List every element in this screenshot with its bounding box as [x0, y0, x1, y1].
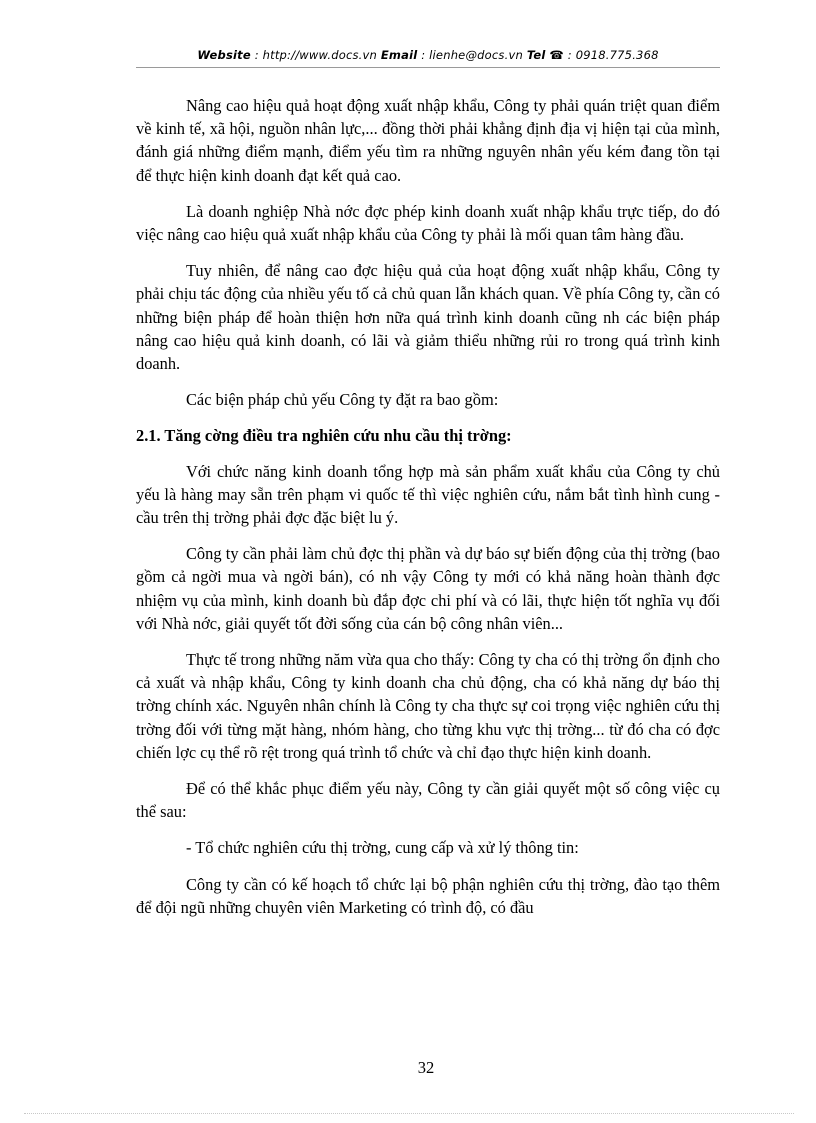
- paragraph: Công ty cần có kế hoạch tổ chức lại bộ phận nghiên cứu thị trờng, đào tạo thêm để đội ngũ những chuyên viên Marketing có trình độ, có đầu: [136, 874, 720, 917]
- phone-icon: ☎: [549, 48, 564, 62]
- page-bottom-border: [24, 1113, 794, 1114]
- page-header: [136, 48, 720, 62]
- paragraph: Tuy nhiên, để nâng cao đợc hiệu quả của hoạt động xuất nhập khẩu, Công ty phải chịu tác động của nhiều yếu tố cả chủ quan lẫn khách quan. Về phía Công ty, cần có những biện pháp để hoàn thiện hơn nữa quá trình kinh doanh cũng nh các biện pháp nâng cao hiệu quả kinh doanh, có lãi và giảm thiểu những rủi ro trong quá trình kinh doanh.: [136, 261, 720, 374]
- paragraph: Thực tế trong những năm vừa qua cho thấy: Công ty cha có thị trờng ổn định cho cả xuất và nhập khẩu, Công ty kinh doanh cha chủ động, cha có khả năng dự báo thị trờng chính xác. Nguyên nhân chính là Công ty cha thực sự coi trọng việc nghiên cứu thị trờng đối với từng mặt hàng, nhóm hàng, cho từng khu vực thị trờng... từ đó cha có đợc chiến lợc cụ thể rõ rệt trong quá trình tổ chức và chỉ đạo thực hiện kinh doanh.: [136, 650, 720, 762]
- document-body: [136, 94, 720, 932]
- website-value: : http://www.docs.vn: [250, 48, 381, 62]
- paragraph: - Tổ chức nghiên cứu thị trờng, cung cấp và xử lý thông tin:: [186, 838, 579, 858]
- paragraph: Các biện pháp chủ yếu Công ty đặt ra bao gồm:: [186, 390, 499, 410]
- page-number: 32: [417, 1058, 435, 1077]
- paragraph: Nâng cao hiệu quả hoạt động xuất nhập khẩu, Công ty phải quán triệt quan điểm về kinh tế, xã hội, nguồn nhân lực,... đồng thời phải khẳng định địa vị hiện tại của mình, đánh giá những điểm mạnh, điểm yếu tìm ra những nguyên nhân yếu kém đang tồn tại để thực hiện kinh doanh đạt kết quả cao.: [136, 96, 720, 185]
- paragraph: Để có thể khắc phục điểm yếu này, Công ty cần giải quyết một số công việc cụ thể sau:: [136, 779, 720, 822]
- paragraph: Công ty cần phải làm chủ đợc thị phần và dự báo sự biến động của thị trờng (bao gồm cả ngời mua và ngời bán), có nh vậy Công ty mới có khả năng hoàn thành đợc nhiệm vụ của mình, kinh doanh bù đắp đợc chi phí và có lãi, thực hiện tốt nghĩa vụ đối với Nhà nớc, giải quyết tốt đời sống của cán bộ công nhân viên...: [136, 544, 720, 633]
- header-divider: [136, 67, 720, 68]
- paragraph: Là doanh nghiệp Nhà nớc đợc phép kinh doanh xuất nhập khẩu trực tiếp, do đó việc nâng cao hiệu quả xuất nhập khẩu của Công ty phải là mối quan tâm hàng đầu.: [136, 201, 720, 245]
- section-heading: 2.1. Tăng cờng điều tra nghiên cứu nhu cầu thị trờng:: [136, 426, 512, 446]
- tel-label: Tel: [526, 48, 546, 62]
- email-label: Email: [380, 48, 418, 62]
- email-value: : lienhe@docs.vn: [417, 48, 527, 62]
- tel-value: : 0918.775.368: [563, 48, 659, 62]
- website-label: Website: [197, 48, 251, 62]
- paragraph: Với chức năng kinh doanh tổng hợp mà sản phẩm xuất khẩu của Công ty chủ yếu là hàng may sẵn trên phạm vi quốc tế thì việc nghiên cứu, nắm bắt tình hình cung - cầu trên thị trờng phải đợc đặc biệt lu ý.: [136, 461, 720, 528]
